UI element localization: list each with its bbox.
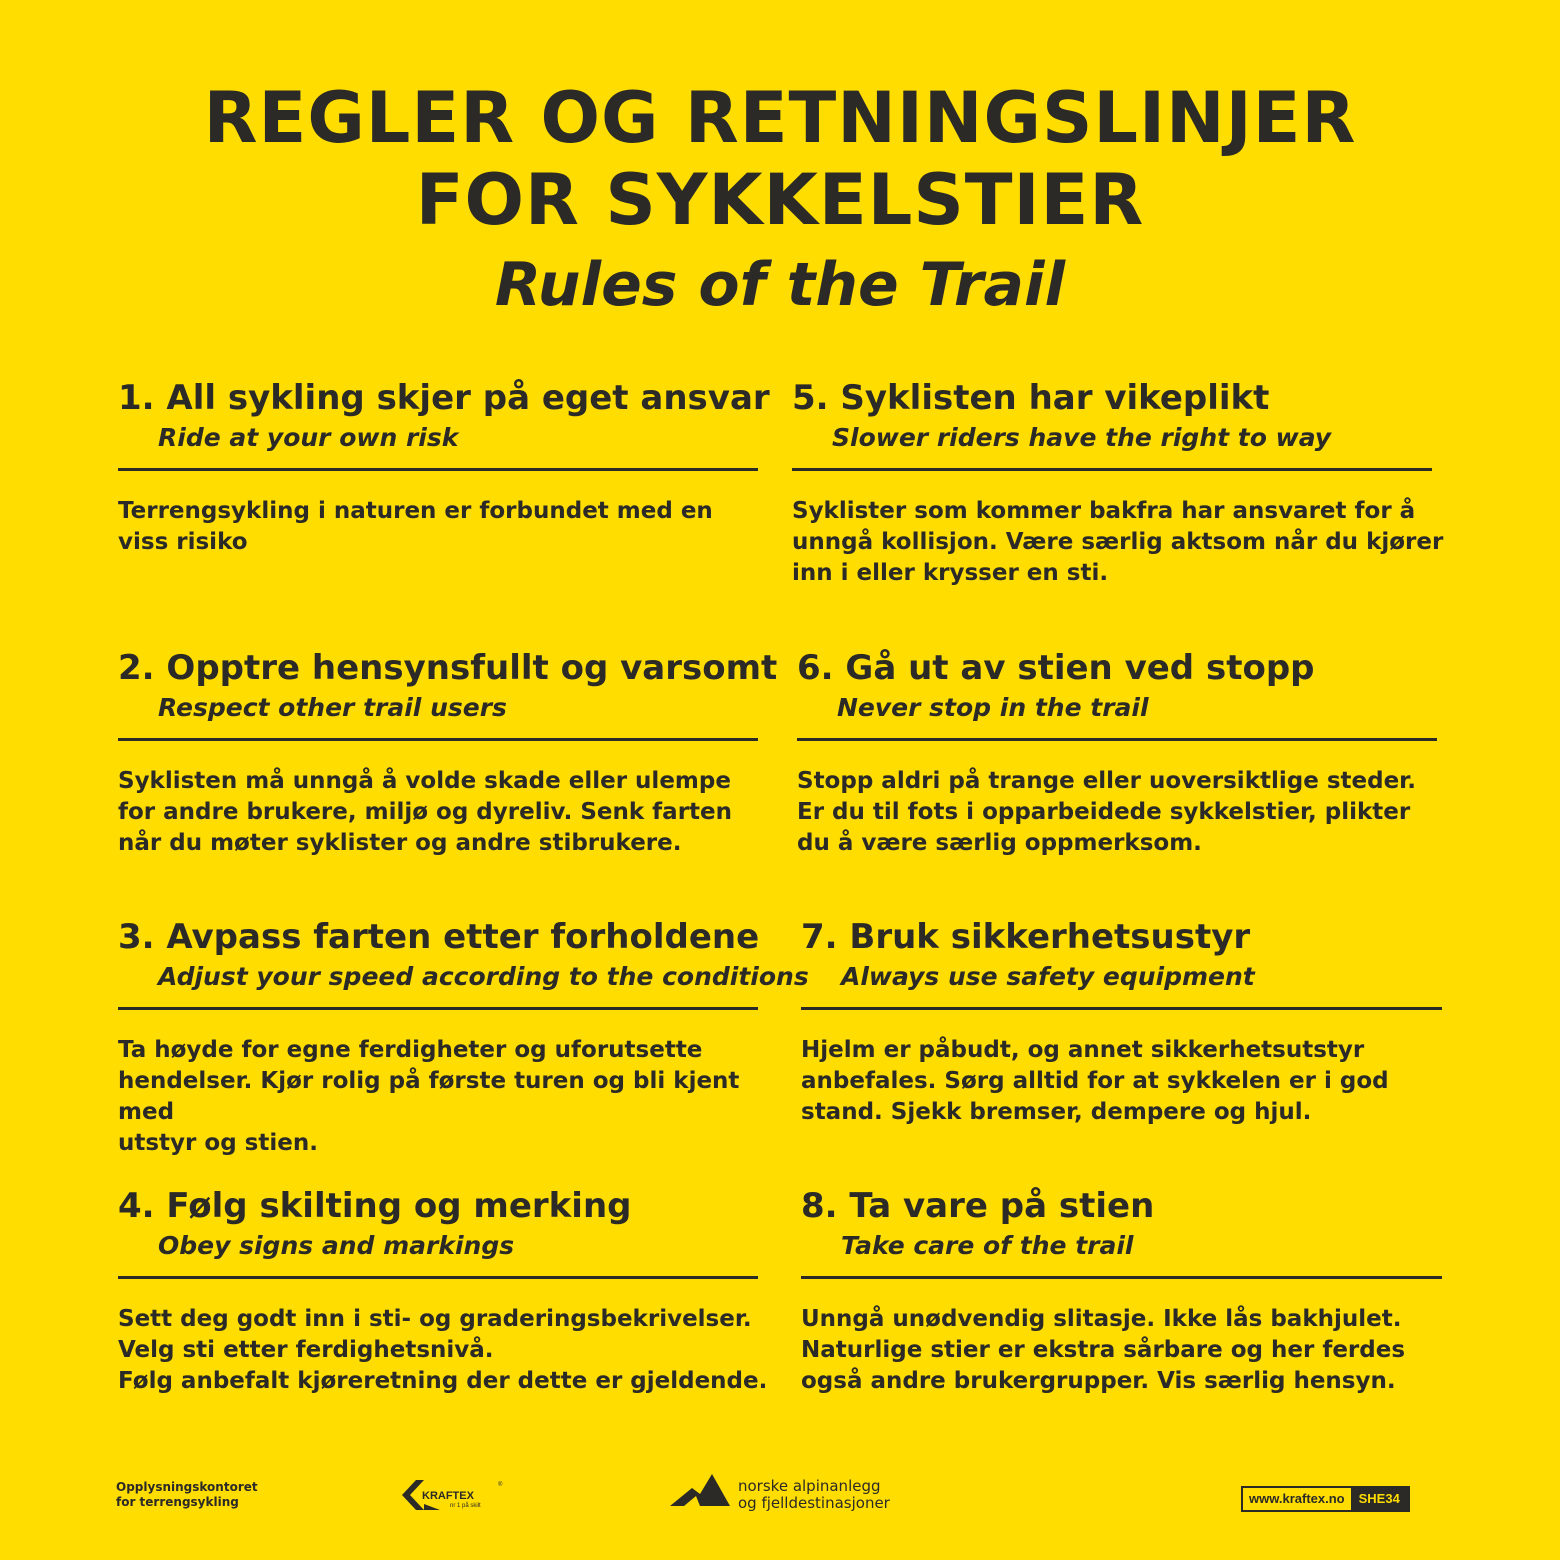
rule-body: Syklisten må unngå å volde skade eller ulempe for andre brukere, miljø og dyreliv. Senk farten når du møter syklister og andre stibrukere.	[118, 768, 733, 856]
kraftex-name: KRAFTEX	[422, 1490, 474, 1502]
rule-heading: 2. Opptre hensynsfullt og varsomt	[118, 648, 778, 688]
rule-body: Hjelm er påbudt, og annet sikkerhetsutstyr anbefales. Sørg alltid for at sykkelen er i god stand. Sjekk bremser, dempere og hjul.	[801, 1037, 1389, 1125]
website-url: www.kraftex.no	[1249, 1491, 1345, 1506]
rule-body: Unngå unødvendig slitasje. Ikke lås bakhjulet. Naturlige stier er ekstra sårbare og her ferdes også andre brukergrupper. Vis særlig hensyn.	[801, 1306, 1406, 1394]
english-title: Rules of the Trail	[494, 250, 1066, 320]
rule-heading: 3. Avpass farten etter forholdene	[118, 917, 760, 957]
rule-body: Ta høyde for egne ferdigheter og uforutsette hendelser. Kjør rolig på første turen og bli kjent med utstyr og stien.	[118, 1037, 740, 1156]
website-badge	[1241, 1486, 1410, 1512]
product-code: SHE34	[1351, 1488, 1408, 1510]
rule-heading: 7. Bruk sikkerhetsustyr	[801, 917, 1251, 957]
rule-divider	[801, 1007, 1442, 1010]
rule-subtitle: Always use safety equipment	[841, 962, 1255, 991]
rule-heading: 6. Gå ut av stien ved stopp	[797, 648, 1315, 688]
mountain-peaks-icon	[670, 1472, 730, 1508]
kraftex-tagline: nr 1 på skilt	[450, 1503, 481, 1509]
main-title-line-2: FOR SYKKELSTIER	[415, 159, 1145, 241]
rule-body: Sett deg godt inn i sti- og graderingsbekrivelser. Velg sti etter ferdighetsnivå. Følg anbefalt kjøreretning der dette er gjeldende.	[118, 1306, 768, 1394]
kraftex-logo	[402, 1478, 512, 1514]
rule-heading: 8. Ta vare på stien	[801, 1186, 1155, 1226]
rule-divider	[118, 1007, 758, 1010]
rule-body: Stopp aldri på trange eller uoversiktlige steder. Er du til fots i opparbeidede sykkelstier, plikter du å være særlig oppmerksom.	[797, 768, 1416, 856]
rule-subtitle: Ride at your own risk	[158, 423, 459, 452]
rule-heading: 5. Syklisten har vikeplikt	[792, 378, 1270, 418]
rule-subtitle: Never stop in the trail	[837, 693, 1149, 722]
alpine-logo	[670, 1472, 730, 1508]
rule-subtitle: Adjust your speed according to the conditions	[158, 962, 809, 991]
rule-heading: 4. Følg skilting og merking	[118, 1186, 632, 1226]
kraftex-chevron-logo-icon	[402, 1478, 512, 1514]
rule-subtitle: Take care of the trail	[841, 1231, 1134, 1260]
rule-divider	[801, 1276, 1442, 1279]
alpine-org-name: norske alpinanlegg og fjelldestinasjoner	[738, 1477, 890, 1512]
rule-divider	[797, 738, 1437, 741]
rule-divider	[792, 468, 1432, 471]
organization-name: Opplysningskontoret for terrengsykling	[116, 1480, 258, 1509]
main-title-line-1: REGLER OG RETNINGSLINJER	[203, 77, 1357, 159]
rule-divider	[118, 738, 758, 741]
rule-body: Terrengsykling i naturen er forbundet med en viss risiko	[118, 498, 713, 555]
rule-divider	[118, 1276, 758, 1279]
rule-divider	[118, 468, 758, 471]
rule-body: Syklister som kommer bakfra har ansvaret for å unngå kollisjon. Være særlig aktsom når du kjører inn i eller krysser en sti.	[792, 498, 1444, 586]
registered-mark: ®	[498, 1482, 503, 1488]
rule-subtitle: Slower riders have the right to way	[832, 423, 1332, 452]
rule-subtitle: Obey signs and markings	[158, 1231, 515, 1260]
rule-subtitle: Respect other trail users	[158, 693, 507, 722]
rule-heading: 1. All sykling skjer på eget ansvar	[118, 378, 770, 418]
